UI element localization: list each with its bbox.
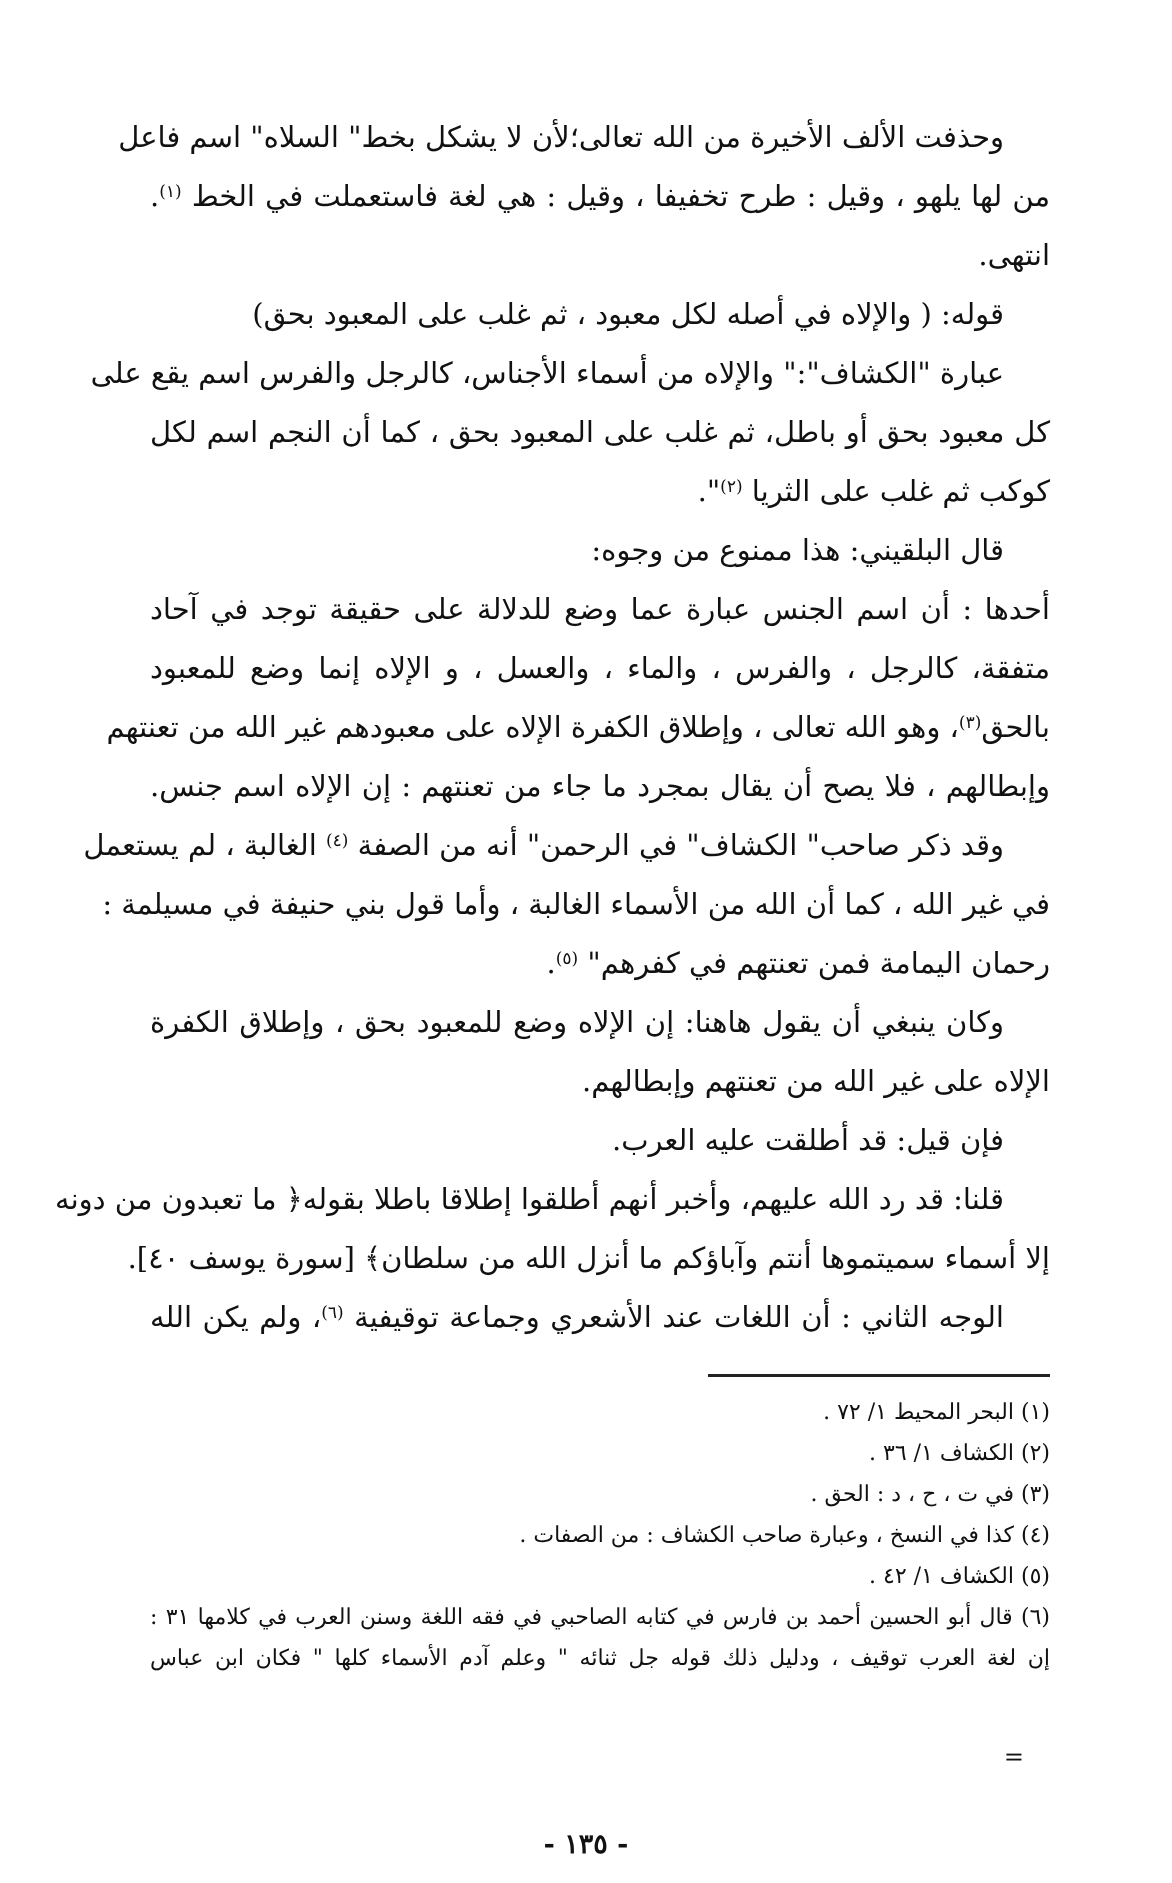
text-line: كل معبود بحق أو باطل، ثم غلب على المعبود بحق ، كما أن النجم اسم لكل (150, 415, 1050, 449)
text-line: متفقة، كالرجل ، والفرس ، والماء ، والعسل ، و الإلاه إنما وضع للمعبود (150, 651, 1050, 685)
footnotes (150, 1392, 1050, 1679)
footnote: (١) البحر المحيط ١/ ٧٢ . (823, 1400, 1050, 1425)
footnote: (٥) الكشاف ١/ ٤٢ . (869, 1564, 1050, 1589)
text-line: انتهى. (978, 238, 1050, 272)
text-line: عبارة "الكشاف":" والإلاه من أسماء الأجناس، كالرجل والفرس اسم يقع على (90, 356, 1004, 390)
text-line: قوله: ( والإلاه في أصله لكل معبود ، ثم غلب على المعبود بحق) (252, 297, 1004, 331)
continuation-mark: = (1003, 1743, 1024, 1771)
text-line: الوجه الثاني : أن اللغات عند الأشعري وجماعة توقيفية $^{(٦)}$، ولم يكن الله (150, 1300, 1004, 1334)
text-line: الإلاه على غير الله من تعنتهم وإبطالهم. (582, 1064, 1050, 1098)
text-line: إلا أسماء سميتموها أنتم وآباؤكم ما أنزل الله من سلطان﴾ [سورة يوسف ٤٠]. (127, 1241, 1050, 1275)
text-line: وإبطالهم ، فلا يصح أن يقال بمجرد ما جاء من تعنتهم : إن الإلاه اسم جنس. (150, 769, 1050, 803)
text-line: بالحق$^{(٣)}$، وهو الله تعالى ، وإطلاق الكفرة الإلاه على معبودهم غير الله من تعنتهم (106, 710, 1050, 744)
text-line: وكان ينبغي أن يقول هاهنا: إن الإلاه وضع للمعبود بحق ، وإطلاق الكفرة (150, 1005, 1004, 1039)
text-line: كوكب ثم غلب على الثريا $^{(٢)}$". (697, 474, 1050, 508)
footnote-separator (708, 1374, 1050, 1377)
footnote: (٢) الكشاف ١/ ٣٦ . (869, 1441, 1050, 1466)
text-line: قال البلقيني: هذا ممنوع من وجوه: (591, 533, 1004, 567)
text-line: أحدها : أن اسم الجنس عبارة عما وضع للدلالة على حقيقة توجد في آحاد (150, 592, 1050, 626)
text-line: قلنا: قد رد الله عليهم، وأخبر أنهم أطلقوا إطلاقا باطلا بقوله﴿ ما تعبدون من دونه (55, 1182, 1004, 1216)
text-line: من لها يلهو ، وقيل : طرح تخفيفا ، وقيل : هي لغة فاستعملت في الخط $^{(١)}$. (150, 179, 1050, 213)
main-text (55, 108, 1050, 1347)
footnote: (٤) كذا في النسخ ، وعبارة صاحب الكشاف : من الصفات . (519, 1523, 1050, 1548)
text-line: في غير الله ، كما أن الله من الأسماء الغالبة ، وأما قول بني حنيفة في مسيلمة : (102, 887, 1050, 921)
text-line: وقد ذكر صاحب" الكشاف" في الرحمن" أنه من الصفة $^{(٤)}$ الغالبة ، لم يستعمل (83, 828, 1004, 862)
text-line: وحذفت الألف الأخيرة من الله تعالى؛لأن لا يشكل بخط" السلاه" اسم فاعل (118, 120, 1004, 154)
text-line: رحمان اليمامة فمن تعنتهم في كفرهم" $^{(٥)}$. (546, 946, 1050, 980)
footnote-continuation: إن لغة العرب توقيف ، ودليل ذلك قوله جل ثنائه " وعلم آدم الأسماء كلها " فكان ابن عباس (150, 1646, 1050, 1671)
page-number: - ١٣٥ - (543, 1829, 629, 1860)
footnote: (٦) قال أبو الحسين أحمد بن فارس في كتابه الصاحبي في فقه اللغة وسنن العرب في كلامها ٣١ : (150, 1605, 1050, 1630)
footnote: (٣) في ت ، ح ، د : الحق . (810, 1482, 1050, 1507)
text-line: فإن قيل: قد أطلقت عليه العرب. (611, 1123, 1004, 1157)
